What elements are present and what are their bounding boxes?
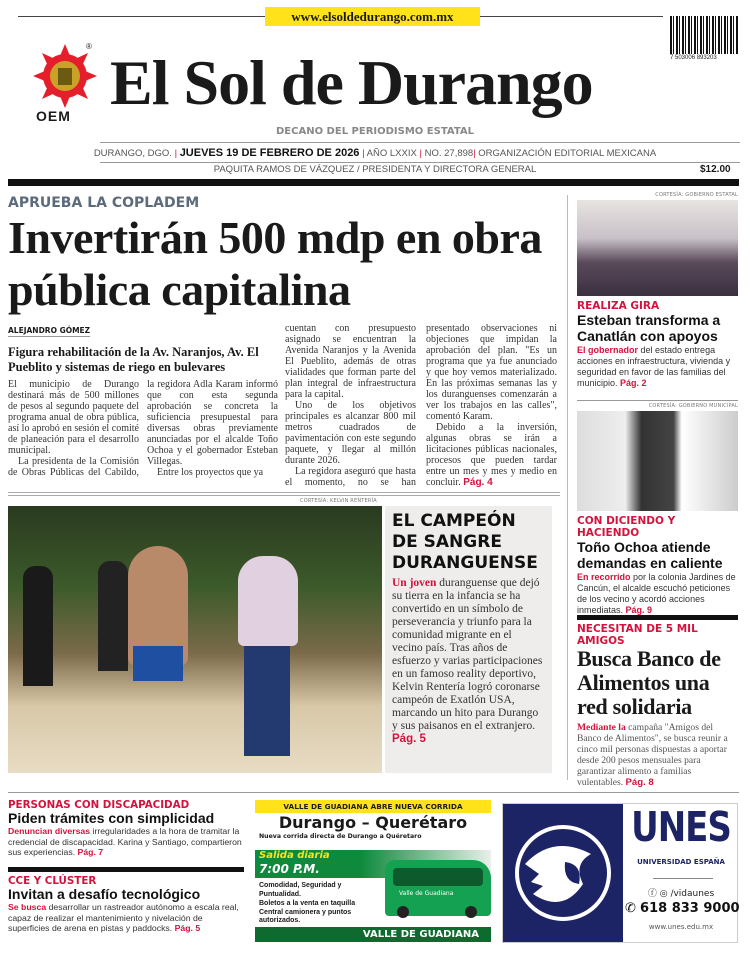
edition-year: AÑO LXXIX [366, 148, 417, 159]
barcode-number: 7 503006 893203 [670, 55, 717, 61]
price: $12.00 [700, 164, 731, 175]
phone-icon: ✆ [625, 901, 636, 916]
unes-brand: UNES [631, 804, 731, 852]
divider [18, 16, 265, 17]
edition-info: DURANGO, DGO. | JUEVES 19 DE FEBRERO DE 2026 | AÑO LXXIX | NO. 27,898| ORGANIZACIÓN EDITORIAL MEXICANA [93, 147, 657, 159]
sidebar-body: por la colonia Jardines de Cancún, el alcalde escuchó peticiones de los vecino y acordó acciones inmediatas. [577, 572, 736, 615]
lead-in: Denuncian diversas [8, 826, 91, 836]
feature-box [385, 506, 552, 773]
paragraph: La regidora aseguró que hasta el momento, no se han presentado observaciones ni objeciones que impidan la aprobación del plan. "Es un programa que ya fue anunciado y que hoy vemos materializado. En las próximas semanas las y los duranguenses comenzarán a ver los trabajos en las calles", comentó Karam. [285, 323, 557, 488]
oem-sun-logo [33, 44, 97, 108]
ad-time: 7:00 P.M. [259, 862, 320, 876]
unes-sub1: UNIVERSIDAD [637, 858, 692, 866]
lead-page-ref[interactable]: Pág. 4 [463, 477, 493, 488]
sidebar-headline[interactable]: Busca Banco de Alimentos una red solidaria [577, 646, 721, 719]
eagle-logo-icon [503, 804, 623, 942]
athlete-shorts [133, 646, 183, 681]
paragraph: Debido a la inversión, algunas obras se irán a licitaciones públicas nacionales, procesos que pueden tardar entre un mes y mes y medio en concluir. [426, 422, 557, 488]
photo-credit: CORTESÍA: KELVIN RENTERÍA [300, 498, 377, 504]
feature-headline[interactable]: EL CAMPEÓN DE SANGRE DURANGUENSE [392, 511, 538, 573]
page-ref[interactable]: Pág. 5 [174, 923, 201, 933]
feature-page-ref[interactable]: Pág. 5 [392, 733, 426, 745]
page-ref[interactable]: Pág. 7 [77, 847, 104, 857]
divider [480, 16, 663, 17]
unes-phone: 618 833 9000 [640, 901, 740, 916]
spectator [23, 566, 53, 686]
edition-date: JUEVES 19 DE FEBRERO DE 2026 [179, 147, 360, 159]
brief-body: desarrollar un rastreador autónomo a escala real, capaz de realizar el mantenimiento y nivelación de superficies de arena en pistas y paddocks. [8, 902, 239, 933]
lead-body-b [285, 323, 557, 488]
brief-kicker: CCE Y CLÚSTER [8, 875, 97, 887]
lead-subhead: Figura rehabilitación de la Av. Naranjos, Av. El Pueblito y sistemas de riego en bulevares [8, 345, 259, 374]
website-url[interactable]: www.elsoldedurango.com.mx [265, 7, 480, 26]
feature-photo[interactable] [8, 506, 382, 773]
column-divider [567, 195, 568, 780]
brief-1 [8, 799, 246, 858]
lead-kicker: APRUEBA LA COPLADEM [8, 195, 200, 211]
page-ref[interactable]: Pág. 9 [625, 605, 653, 615]
masthead-title[interactable]: El Sol de Durango [110, 47, 593, 118]
tagline: DECANO DEL PERIODISMO ESTATAL [276, 126, 474, 137]
ad-features: Comodidad, Seguridad y Puntualidad. [259, 882, 342, 898]
ad-route: Durango – Querétaro [278, 813, 468, 832]
brief-headline[interactable]: Piden trámites con simplicidad [8, 810, 215, 826]
ad-banner: VALLE DE GUADIANA ABRE NUEVA CORRIDA [255, 800, 491, 813]
bus-ad[interactable] [255, 800, 491, 942]
unes-ad[interactable] [502, 803, 738, 943]
lead-in: Mediante la [577, 722, 626, 733]
unes-sub2: ESPAÑA [693, 858, 725, 866]
facebook-icon[interactable]: ⓕ [647, 889, 657, 899]
unes-social[interactable]: /vidaunes [670, 889, 715, 899]
lead-in: Se busca [8, 902, 47, 912]
lead-headline[interactable]: Invertirán 500 mdp en obra pública capitalina [8, 212, 542, 315]
ad-subtitle: Nueva corrida directa de Durango a Quéretaro [259, 833, 422, 840]
city: DURANGO, DGO. [93, 148, 172, 159]
instagram-icon[interactable]: ◎ [659, 889, 668, 899]
paragraph: La presidenta de la Comisión de Obras Públicas del Cabildo, la regidora Adla Karam informó que con esta segunda aprobación se concreta la suficiencia presupuestal para diversas obras previamente anunciadas por el alcalde Toño Ochoa y el gobernador Esteban Villegas. [8, 379, 278, 478]
ad-departure: Salida diaria [259, 850, 330, 861]
paragraph: Entre los proyectos que ya [157, 467, 264, 478]
feature-body: duranguense que dejó su tierra en la infancia se ha convertido en un símbolo de perseverancia y triunfo para la comunidad migrante en el vecino país. Tras años de esfuerzo y varias participaciones en un famoso reality deportivo, Kelvin Rentería logró coronarse campeón de Exatlón USA, marcando un hito para Durango y sus paisanos en el extranjero. [392, 577, 543, 732]
sidebar-headline[interactable]: Esteban transforma a Canatlán con apoyos [577, 312, 721, 344]
registered-mark: ® [86, 42, 92, 51]
paragraph: Uno de los objetivos principales es alcanzar 800 mil metros cuadrados de pavimentación con este segundo paquete, y llegar al millón durante 2026. [285, 400, 416, 466]
lead-body-a [8, 379, 278, 478]
sidebar-photo-ochoa[interactable] [577, 411, 738, 511]
bus-livery-text: Valle de Guadiana [399, 890, 454, 897]
bus-icon [385, 860, 491, 916]
oem-logo-text: OEM [36, 108, 71, 124]
barcode [670, 16, 738, 54]
header-rule [8, 179, 739, 186]
paragraph: cuentan con presupuesto asignado se encuentran la Avenida Naranjos y la Avenida El Pueblito, además de otras vialidades que forman parte del plan integral de infraestructura para la capital. [285, 323, 416, 400]
sidebar-photo-gira[interactable] [577, 200, 738, 296]
sidebar-kicker: REALIZA GIRA [577, 300, 660, 312]
page-ref[interactable]: Pág. 2 [620, 378, 647, 388]
sidebar-body: del estado entrega acciones en infraestructura, vivienda y seguridad en favor de las familias del municipio. [577, 345, 731, 388]
brief-headline[interactable]: Invitan a desafío tecnológico [8, 886, 201, 902]
edition-number: NO. 27,898 [424, 148, 474, 159]
sidebar-kicker: NECESITAN DE 5 MIL AMIGOS [577, 623, 698, 647]
ad-tickets: Boletos a la venta en taquilla Central camionera y puntos autorizados. [259, 900, 356, 924]
lead-in: En recorrido [577, 572, 631, 582]
page-ref[interactable]: Pág. 8 [625, 777, 654, 788]
section-rule [577, 615, 738, 620]
sidebar-headline[interactable]: Toño Ochoa atiende demandas en caliente [577, 539, 723, 571]
lead-in: El gobernador [577, 345, 639, 355]
director-line: PAQUITA RAMOS DE VÁZQUEZ / PRESIDENTA Y DIRECTORA GENERAL [213, 164, 537, 175]
spectator [98, 561, 128, 671]
organization: ORGANIZACIÓN EDITORIAL MEXICANA [478, 148, 657, 159]
lead-byline: ALEJANDRO GÓMEZ [8, 326, 91, 335]
woman-figure [238, 556, 298, 646]
woman-jeans [244, 646, 290, 756]
sidebar-kicker: CON DICIENDO Y HACIENDO [577, 515, 676, 539]
photo-credit: CORTESÍA: GOBIERNO MUNICIPAL [648, 403, 738, 409]
sidebar [577, 192, 738, 787]
ad-brand: VALLE DE GUADIANA [255, 927, 491, 942]
sidebar-body: campaña "Amigos del Banco de Alimentos", se busca reunir a cinco mil personas dispuestas a aportar desde 200 pesos mensuales para garantizar alimento a familias vulentables. [577, 722, 728, 788]
paragraph: El municipio de Durango destinará más de 500 millones de pesos al segundo paquete del programa anual de obra pública, así lo aprobó en sesión el comité de planeación para el desarrollo municipal. [8, 379, 139, 456]
brief-2 [8, 875, 246, 934]
brief-body: irregularidades a la hora de tramitar la credencial de discapacidad. Karina y Santiago, compartieron sus experiencias. [8, 826, 242, 857]
unes-web[interactable]: www.unes.edu.mx [648, 923, 714, 931]
section-rule [8, 867, 244, 872]
photo-credit: CORTESÍA: GOBIERNO ESTATAL [655, 192, 738, 198]
brief-kicker: PERSONAS CON DISCAPACIDAD [8, 799, 190, 811]
feature-lead-in: Un joven [392, 577, 437, 589]
lead-left-block [8, 345, 278, 478]
